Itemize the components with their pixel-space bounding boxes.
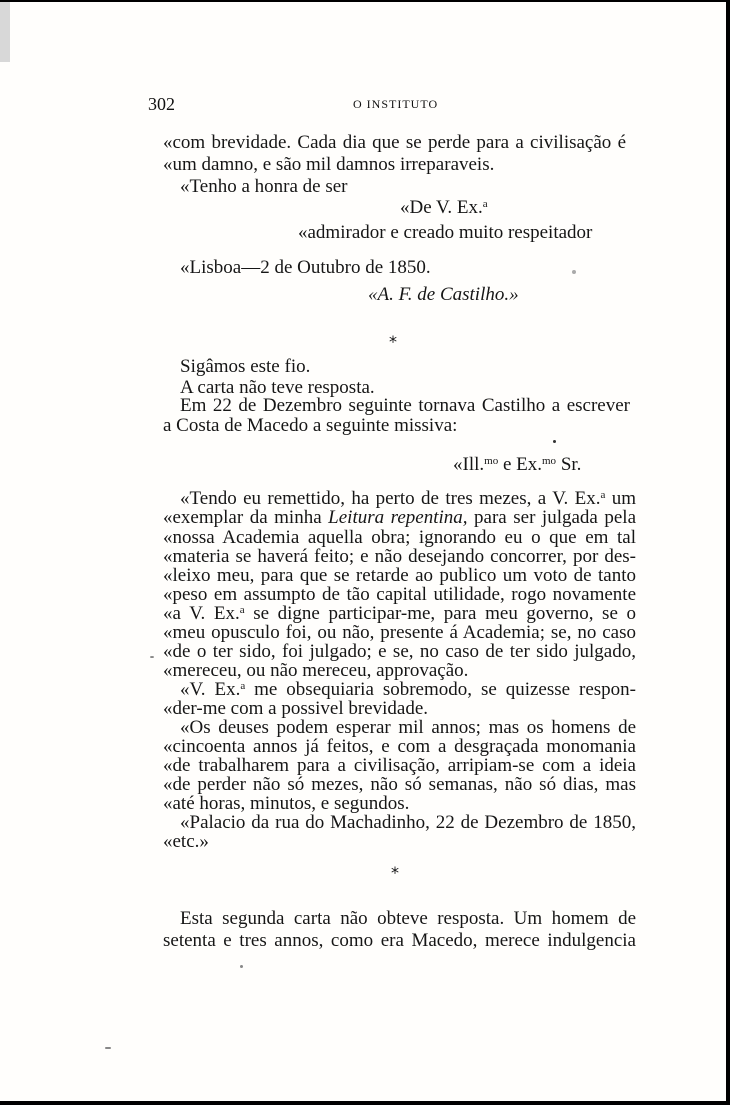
text-line: «Lisboa—2 de Outubro de 1850. <box>180 257 431 278</box>
section-separator: * <box>389 332 397 351</box>
text-line: «um damno, e são mil damnos irreparaveis. <box>163 154 495 175</box>
text-line: «mereceu, ou não mereceu, approvação. <box>163 660 469 681</box>
section-separator: * <box>391 863 399 882</box>
text-line: «Tenho a honra de ser <box>180 176 348 197</box>
text-line: «Palacio da rua do Machadinho, 22 de Dezembro de 1850, <box>180 812 636 833</box>
page-edge-shadow <box>0 2 10 62</box>
ink-speck <box>240 965 243 968</box>
text-line: Sigâmos este fio. <box>180 356 311 377</box>
text-line: «até horas, minutos, e segundos. <box>163 793 410 814</box>
text-line: «de perder não só mezes, não só semanas, não só dias, mas <box>163 774 636 795</box>
text-line: «materia se haverá feito; e não desejando concorrer, por des- <box>163 546 636 567</box>
text-line: «exemplar da minha Leitura repentina, para ser julgada pela <box>163 507 637 528</box>
salutation: «Ill.$^{mo}$ e Ex.$^{mo}$ Sr. <box>453 454 582 475</box>
text-line: «peso em assumpto de tão capital utilidade, rogo novamente <box>163 584 636 605</box>
text-line: «de trabalharem para a civilisação, arripiam-se com a ideia <box>163 755 636 776</box>
ink-speck <box>105 1047 111 1049</box>
text-line: «V. Ex.$^a$ me obsequiaria sobremodo, se quizesse respon- <box>180 679 636 700</box>
text-line: «com brevidade. Cada dia que se perde para a civilisação é <box>163 132 626 153</box>
text-line: «a V. Ex.$^a$ se digne participar-me, para meu governo, se o <box>163 603 636 624</box>
text-line: «der-me com a possivel brevidade. <box>163 698 428 719</box>
text-line: «leixo meu, para que se retarde ao publico um voto de tanto <box>163 565 636 586</box>
text-line: a Costa de Macedo a seguinte missiva: <box>163 415 458 436</box>
text-line: «meu opusculo foi, ou não, presente á Academia; se, no caso <box>163 622 636 643</box>
text-line: «Tendo eu remettido, ha perto de tres mezes, a V. Ex.$^a$ um <box>180 488 637 509</box>
text-line: «De V. Ex.$^a$ <box>400 197 488 218</box>
page-number: 302 <box>148 94 175 114</box>
running-title: O INSTITUTO <box>353 97 439 111</box>
text-line: «nossa Academia aquella obra; ignorando eu o que em tal <box>163 527 636 548</box>
text-line: Em 22 de Dezembro seguinte tornava Castilho a escrever <box>180 395 630 416</box>
text-line: A carta não teve resposta. <box>180 377 375 398</box>
text-line: «etc.» <box>163 831 209 852</box>
text-line: «cincoenta annos já feitos, e com a desgraçada monomania <box>163 736 636 757</box>
ink-speck <box>553 440 556 443</box>
text-line: «de o ter sido, foi julgado; e se, no caso de ter sido julgado, <box>163 641 636 662</box>
text-line: setenta e tres annos, como era Macedo, merece indulgencia <box>163 930 636 951</box>
ink-speck <box>572 270 576 274</box>
ink-speck <box>150 656 154 658</box>
text-line: Esta segunda carta não obteve resposta. Um homem de <box>180 908 636 929</box>
text-line: «Os deuses podem esperar mil annos; mas os homens de <box>180 717 636 738</box>
text-line: «admirador e creado muito respeitador <box>298 222 593 243</box>
signature: «A. F. de Castilho.» <box>368 284 519 305</box>
